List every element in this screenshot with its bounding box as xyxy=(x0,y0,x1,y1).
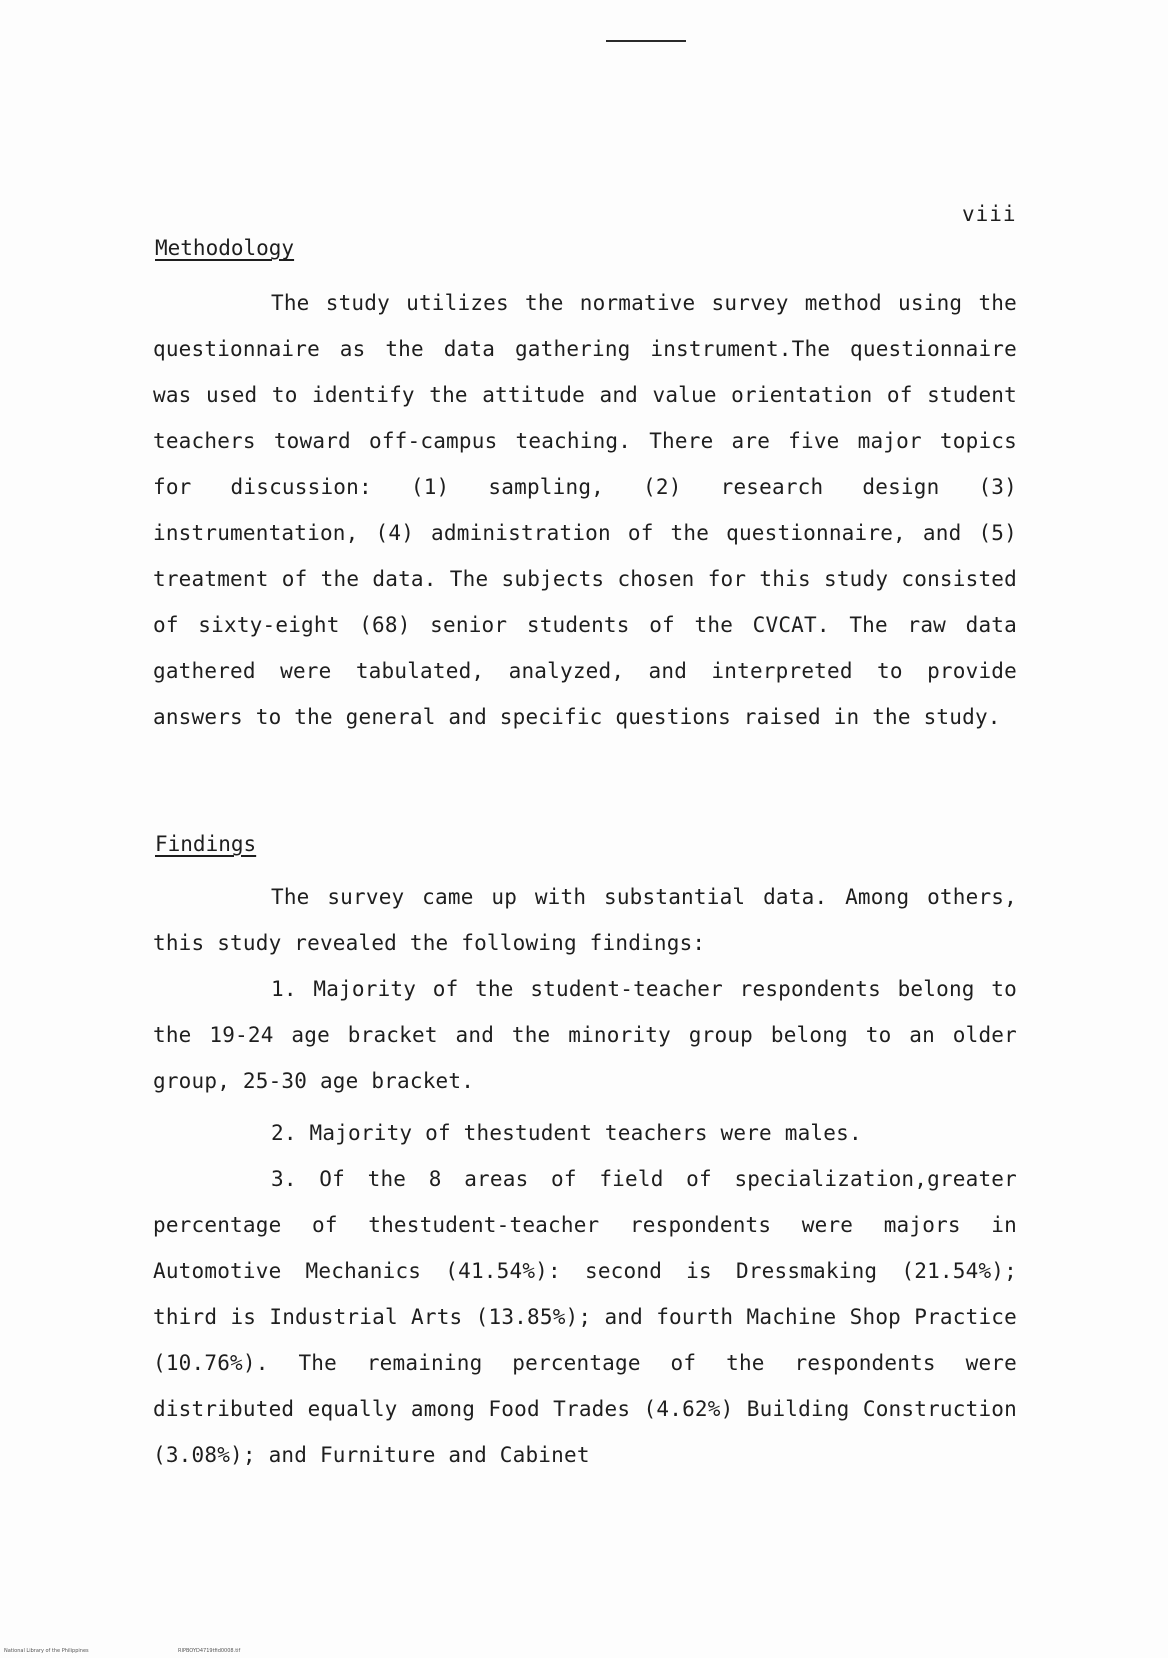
finding-item xyxy=(153,1110,1017,1156)
methodology-text: The study utilizes the normative survey method using the questionnaire as the data gathering instrument.The questionnaire was used to identify the attitude and value orientation of student teachers toward off-campus teaching. There are five major topics for discussion: (1) sampling, (2) research design (3) instrumentation, (4) administration of the questionnaire, and (5) treatment of the data. The subjects chosen for this study consisted of sixty-eight (68) senior students of the CVCAT. The raw data gathered were tabulated, analyzed, and interpreted to provide answers to the general and specific questions raised in the study. xyxy=(153,291,1017,729)
findings-heading: Findings xyxy=(155,832,257,856)
finding-item xyxy=(153,1156,1017,1478)
footer-file-id: RIPBOYD4719tfid0008.tif xyxy=(178,1648,241,1654)
methodology-heading: Methodology xyxy=(155,236,295,260)
finding-text: 2. Majority of thestudent teachers were males. xyxy=(271,1121,862,1145)
findings-intro-paragraph xyxy=(153,874,1017,966)
page-number: viii xyxy=(962,202,1017,226)
footer-library-name: National Library of the Philippines xyxy=(4,1648,89,1654)
finding-text: 3. Of the 8 areas of field of specialization,greater percentage of thestudent-teacher respondents were majors in Automotive Mechanics (41.54%): second is Dressmaking (21.54%); third is Industrial Arts (13.85%); and fourth Machine Shop Practice (10.76%). The remaining percentage of the respondents were distributed equally among Food Trades (4.62%) Building Construction (3.08%); and Furniture and Cabinet xyxy=(153,1167,1017,1467)
findings-intro-text: The survey came up with substantial data. Among others, this study revealed the following findings: xyxy=(153,885,1017,955)
top-rule xyxy=(606,40,686,42)
finding-item xyxy=(153,966,1017,1104)
methodology-paragraph xyxy=(153,280,1017,740)
finding-text: 1. Majority of the student-teacher respondents belong to the 19-24 age bracket and the minority group belong to an older group, 25-30 age bracket. xyxy=(153,977,1017,1093)
